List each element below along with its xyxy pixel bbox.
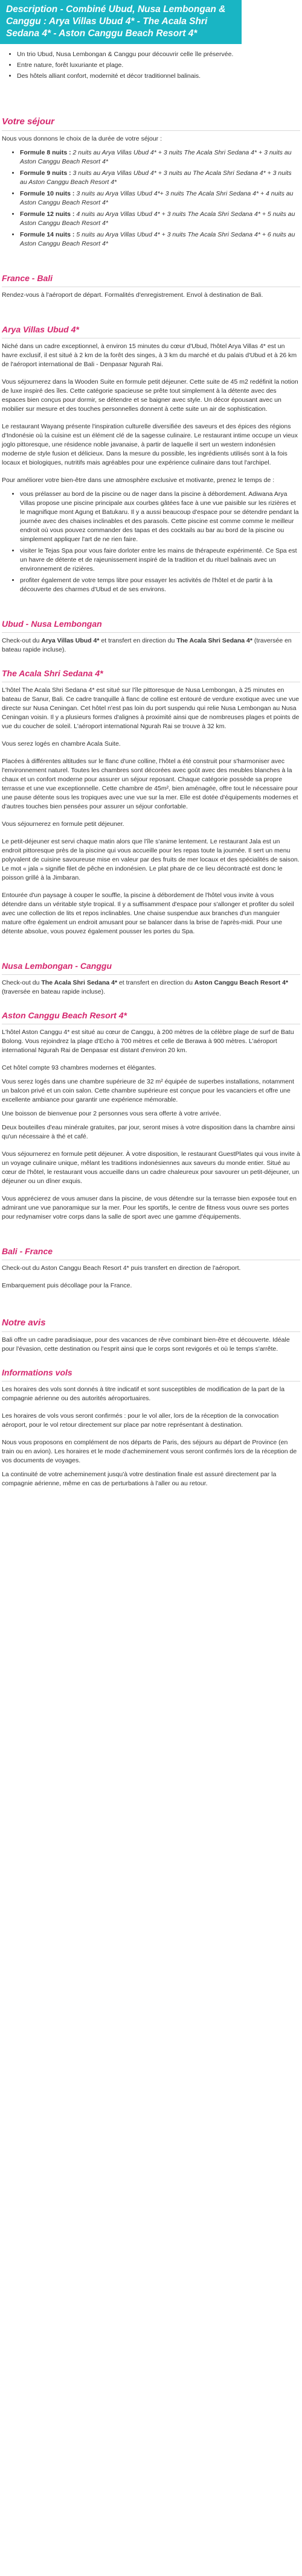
- acala-paragraph: Le petit-déjeuner est servi chaque matin alors que l'île s'anime lentement. Le restaurant Jala est un endroit pittoresque près de la piscine qui vous accueille pour les repas toute la journée. Il sert un menu polyvalent de cuisine savoureuse mise en valeur par des fruits de mer locaux et des spécialités de saison. Le mot « jala » signifie filet de pêche en indonésien. Le plat phare de ce lieu décontracté est donc le poisson grillé à la Jimbaran.: [2, 838, 300, 881]
- intro-item: • Entre nature, forêt luxuriante et plage.: [17, 61, 296, 70]
- infos-paragraph: Les horaires de vols vous seront confirmés : pour le vol aller, lors de la réception de la convocation aéroport, pour le vol retour directement sur place par notre représentant à destination.: [2, 1412, 279, 1429]
- aston-paragraph: L'hôtel Aston Canggu 4* est situé au cœur de Canggu, à 200 mètres de la célèbre plage de surf de Batu Bolong. Vous rejoindrez la plage d'Echo à 700 mètres et celle de Berawa à 900 mètres. L'aéroport international Ngurah Rai de Denpasar est distant d'environ 20 km.: [2, 1029, 294, 1054]
- aston-paragraph: Deux bouteilles d'eau minérale gratuites, par jour, seront mises à votre disposition dans la chambre ainsi qu'un nécessaire à thé et café.: [2, 1124, 295, 1140]
- acala-paragraph: Entourée d'un paysage à couper le souffle, la piscine à débordement de l'hôtel vous invite à vous détendre dans un véritable style tropical. Il y a suffisamment d'espace pour s'allonger et profiter du soleil avec une collection de lits et repos inclinables. Une chaise suspendue aux branches d'un manguier mature offre également un endroit amusant pour se balancer dans la brise de l'après-midi. Pour une détente absolue, vous pouvez également pousser les portes du Spa.: [2, 892, 294, 935]
- section-title-sejour: Votre séjour: [2, 116, 300, 131]
- arya-paragraph: Vous séjournerez dans la Wooden Suite en formule petit déjeuner. Cette suite de 45 m2 redéfinit la notion de luxe inspiré des îles. Cette catégorie spacieuse se prête tout simplement à la détente avec des espaces bien conçus pour dormir, se détendre et se baigner avec style. Un décor épousant avec un mobilier sur mesure et des touches personnelles donnent à cette suite un air de sophistication.: [2, 378, 298, 413]
- formula-text: 4 nuits au Arya Villas Ubud 4* + 3 nuits The Acala Shri Sedana 4* + 5 nuits au Aston Canggu Beach Resort 4*: [20, 211, 295, 227]
- formula-item: [20, 148, 300, 167]
- aston-paragraph: Vous séjournerez en formule petit déjeuner. À votre disposition, le restaurant GuestPlates qui vous invite à un voyage culinaire unique, mêlant les traditions indonésiennes aux saveurs du monde entier. Situé au cœur de l'hôtel, le restaurant vous accueille dans un cadre chaleureux pour savourer un petit-déjeuner, un déjeuner ou un dîner exquis.: [2, 1150, 300, 1185]
- avis-text: Bali offre un cadre paradisiaque, pour des vacances de rêve combinant bien-être et découverte. Idéale pour l'évasion, cette destination ou l'esprit ainsi que le corps sont revigorés et où le temps s'arrête.: [2, 1336, 290, 1353]
- intro-item: • Un trio Ubud, Nusa Lembongan & Canggu pour découvrir celle île préservée.: [17, 50, 296, 59]
- bali-france-text: Embarquement puis décollage pour la France.: [2, 1282, 132, 1289]
- text-part: Check-out du: [2, 979, 42, 986]
- section-title-nusa-canggu: Nusa Lembongan - Canggu: [2, 960, 300, 975]
- formula-item: [20, 189, 300, 208]
- section-title-infos: Informations vols: [2, 1367, 300, 1382]
- section-title-acala: The Acala Shri Sedana 4*: [2, 668, 300, 682]
- formula-list: [2, 148, 300, 249]
- section-title-ubud-nusa: Ubud - Nusa Lembongan: [2, 618, 300, 633]
- formula-name: Formule 12 nuits :: [20, 211, 75, 218]
- formula-text: 3 nuits au Arya Villas Ubud 4* + 3 nuits au The Acala Shri Sedana 4* + 3 nuits au Aston Canggu Beach Resort 4*: [20, 170, 292, 186]
- intro-list: [0, 50, 302, 81]
- bali-france-text: Check-out du Aston Canggu Beach Resort 4* puis transfert en direction de l'aéroport.: [2, 1264, 241, 1272]
- text-part: (traversée en bateau rapide incluse).: [2, 637, 292, 653]
- formula-text: 5 nuits au Arya Villas Ubud 4* + 3 nuits The Acala Shri Sedana 4* + 6 nuits au Aston Canggu Beach Resort 4*: [20, 231, 295, 247]
- france-bali-text: Rendez-vous à l'aéroport de départ. Formalités d'enregistrement. Envol à destination de Bali.: [2, 291, 263, 299]
- section-title-avis: Notre avis: [2, 1317, 300, 1332]
- hotel-name: The Acala Shri Sedana 4*: [41, 979, 118, 986]
- section-title-bali-france: Bali - France: [2, 1246, 300, 1260]
- aston-paragraph: Vous serez logés dans une chambre supérieure de 32 m² équipée de superbes installations, notamment un balcon privé et un coin salon. Cette chambre supérieure est conçue pour les vacanciers et offre une excellente ambiance pour garantir une expérience mémorable.: [2, 1078, 294, 1103]
- infos-paragraph: La continuité de votre acheminement jusqu'à votre destination finale est assuré directement par la compagnie aérienne, même en cas de perturbations à l'aller ou au retour.: [2, 1471, 277, 1487]
- arya-activity-list: [2, 490, 300, 594]
- hotel-name: Aston Canggu Beach Resort 4*: [194, 979, 289, 986]
- formula-name: Formule 14 nuits :: [20, 231, 75, 238]
- acala-paragraph: Vous séjournerez en formule petit déjeuner.: [2, 820, 124, 828]
- sejour-lead: Nous vous donnons le choix de la durée de votre séjour :: [2, 135, 162, 142]
- formula-name: Formule 8 nuits :: [20, 149, 71, 156]
- intro-item: • Des hôtels alliant confort, modernité et décor traditionnel balinais.: [17, 72, 296, 81]
- text-part: et transfert en direction du: [99, 637, 177, 644]
- formula-item: [20, 210, 300, 228]
- infos-paragraph: Les horaires des vols sont donnés à titre indicatif et sont susceptibles de modification de la part de la compagnie aérienne ou des autorités aéroportuaires.: [2, 1386, 285, 1402]
- formula-item: [20, 169, 300, 187]
- text-part: (traversée en bateau rapide incluse).: [2, 988, 106, 995]
- section-title-arya: Arya Villas Ubud 4*: [2, 324, 300, 338]
- hotel-name: The Acala Shri Sedana 4*: [176, 637, 252, 644]
- aston-paragraph: Une boisson de bienvenue pour 2 personnes vous sera offerte à votre arrivée.: [2, 1110, 221, 1117]
- aston-paragraph: Cet hôtel compte 93 chambres modernes et élégantes.: [2, 1064, 156, 1071]
- formula-text: 2 nuits au Arya Villas Ubud 4* + 3 nuits The Acala Shri Sedana 4* + 3 nuits au Aston Canggu Beach Resort 4*: [20, 149, 292, 165]
- section-title-france-bali: France - Bali: [2, 273, 300, 287]
- arya-activity-item: • profiter également de votre temps libre pour essayer les activités de l'hôtel et de partir à la découverte des charmes d'Ubud et de ses environs.: [20, 576, 300, 594]
- acala-paragraph: Vous serez logés en chambre Acala Suite.: [2, 740, 121, 747]
- arya-activity-item: • visiter le Tejas Spa pour vous faire dorloter entre les mains de thérapeute expérimenté. Ce Spa est un havre de détente et de rajeunissement inspiré de la tradition et du rituel balinais avec un environnement de rizières.: [20, 547, 300, 574]
- page-title: Description - Combiné Ubud, Nusa Lembongan & Canggu : Arya Villas Ubud 4* - The Acala Shri Sedana 4* - Aston Canggu Beach Resort 4*: [0, 0, 242, 44]
- arya-paragraph: Pour améliorer votre bien-être dans une atmosphère exclusive et motivante, prenez le temps de :: [2, 477, 275, 484]
- arya-paragraph: Niché dans un cadre exceptionnel, à environ 15 minutes du cœur d'Ubud, l'hôtel Arya Villas 4* est un havre exclusif, il est situé à 2 km de la forêt des singes, à 3 km du marché et du palais d'Ubud et à 26 km de l'aéroport international de Bali - Denpasar Ngurah Rai.: [2, 343, 297, 368]
- section-title-aston: Aston Canggu Beach Resort 4*: [2, 1010, 300, 1024]
- hotel-name: Arya Villas Ubud 4*: [41, 637, 100, 644]
- formula-name: Formule 10 nuits :: [20, 190, 75, 197]
- arya-paragraph: Le restaurant Wayang présente l'inspiration culturelle diversifiée des saveurs et des épices des régions d'Indonésie où la cuisine est un élément clé de la sagesse culinaire. Le restaurant intime occupe un vieux joglo pittoresque, une résidence noble javanaise, à partir de laquelle il sert un western indonésien moderne de style fusion et délicieux. Dans la mesure du possible, les ingrédients utilisés sont à la fois locaux et biologiques, nutritifs mais agréables pour une expérience culinaire dans tout l'archipel.: [2, 423, 298, 466]
- formula-text: 3 nuits au Arya Villas Ubud 4*+ 3 nuits The Acala Shri Sedana 4* + 4 nuits au Aston Canggu Beach Resort 4*: [20, 190, 294, 206]
- infos-paragraph: Nous vous proposons en complément de nos départs de Paris, des séjours au départ de Province (en train ou en avion). Les horaires et le mode d'acheminement vous seront confirmés lors de la réception de vos documents de voyages.: [2, 1439, 297, 1464]
- acala-paragraph: L'hôtel The Acala Shri Sedana 4* est situé sur l'île pittoresque de Nusa Lembongan, à 25 minutes en bateau de Sanur, Bali. Ce cadre tranquille à flanc de colline est entouré de verdure exotique avec une vue directe sur Nusa Ceningan. Cet hôtel n'est pas loin du port suspendu qui relie Nusa Lembongan au Nusa Ceningan voisin. Il y a plusieurs formes d'alignes à proximité ainsi que de nombreuses plages et points de vue du coucher de soleil. L'aéroport international Ngurah Rai se trouve à 32 km.: [2, 687, 300, 730]
- aston-paragraph: Vous apprécierez de vous amuser dans la piscine, de vous détendre sur la terrasse bien exposée tout en admirant une vue panoramique sur la mer. Pour les sportifs, le centre de fitness vous ouvre ses portes pour redynamiser votre corps dans la salle de sport avec une gamme d'équipements.: [2, 1195, 297, 1220]
- text-part: Check-out du: [2, 637, 42, 644]
- content: [0, 116, 302, 1488]
- acala-paragraph: Placées à différentes altitudes sur le flanc d'une colline, l'hôtel a été construit pour s'harmoniser avec l'environnement naturel. Toutes les chambres sont décorées avec goût avec des meubles blanches à la chaux et un confort moderne pour assurer un séjour reposant. Chaque catégorie possède sa propre terrasse et une vue exceptionnelle. Cette chambre de 45m², bien aménagée, offre tout le nécessaire pour une pause détente sous les tropiques avec une vue sur la mer. Elle est dotée d'équipements modernes et d'autres touches bien pensées pour assurer un séjour confortable.: [2, 758, 298, 810]
- text-part: et transfert en direction du: [117, 979, 194, 986]
- arya-activity-item: • vous prélasser au bord de la piscine ou de nager dans la piscine à débordement. Adiwana Arya Villas propose une piscine principale aux courbes gâtées face à une vue paisible sur les rizières et le magnifique mont Agung et Batukaru. Il y a aussi beaucoup d'espace pour se détendre pendant la journée avec des chaises inclinables et des parasols. Cette piscine est comme comme le meilleur endroit où vous pouvez commander des tapas et des cocktails au bar au bord de la piscine ou simplement appliquer l'art de ne rien faire.: [20, 490, 300, 544]
- formula-item: [20, 230, 300, 249]
- ubud-nusa-text: [2, 636, 300, 655]
- formula-name: Formule 9 nuits :: [20, 170, 71, 177]
- nusa-canggu-text: [2, 979, 300, 997]
